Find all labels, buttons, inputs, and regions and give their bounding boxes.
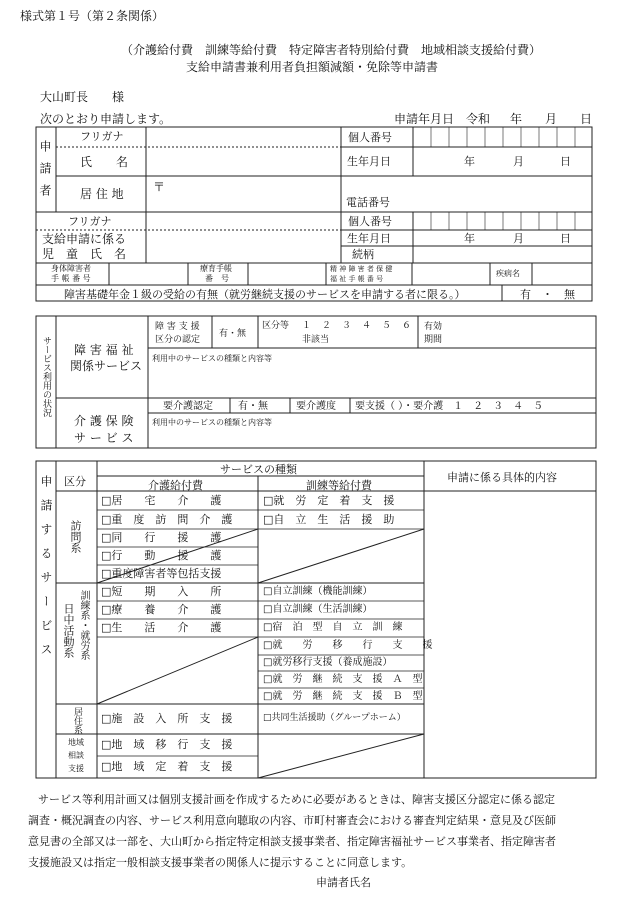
child-label-line1: 支給申請に係る (42, 232, 127, 246)
day-training-item[interactable]: □自立訓練（生活訓練） (263, 604, 373, 615)
child-birth-label: 生年月日 (347, 232, 391, 245)
care-benefit-header: 介護給付費 (148, 479, 203, 492)
welfare-in-use-label: 利用中のサービスの種類と内容等 (152, 354, 272, 363)
residence-training-item[interactable]: □共同生活援助（グループホーム） (263, 713, 406, 723)
day-training-item[interactable]: □就 労 移 行 支 援 (263, 640, 433, 651)
community-label3: 支援 (68, 764, 84, 773)
applicant-birth-month: 月 (513, 155, 524, 168)
visit-care-item[interactable]: □同 行 援 護 (101, 531, 222, 544)
consent-line2: 調査・概況調査の内容、サービス利用意向聴取の内容、市町村審査会における審査判定結果・意見及び医師 (28, 814, 556, 827)
detail-input-area[interactable] (425, 492, 595, 777)
valid-label1: 有効 (424, 322, 443, 332)
applicant-birth-year: 年 (464, 155, 475, 168)
community-label1: 地域 (68, 738, 84, 747)
visit-care-item[interactable]: □重 度 訪 問 介 護 (101, 513, 233, 526)
visit-training-item[interactable]: □就 労 定 着 支 援 (263, 494, 395, 507)
day-training-item[interactable]: □宿 泊 型 自 立 訓 練 (263, 622, 403, 633)
request-text: 次のとおり申請します。 (40, 112, 172, 126)
day-training-item[interactable]: □就労移行支援（養成施設） (263, 657, 393, 668)
care-insurance-label2: サ ー ビ ス (74, 431, 134, 445)
residence-category-label: 居住系 (72, 707, 82, 734)
day-care-item[interactable]: □生 活 介 護 (101, 621, 222, 634)
applicant-section-label: 申請者 (38, 140, 52, 206)
date-label: 申請年月日 令和 (394, 112, 491, 126)
consent-line3: 意見書の全部又は一部を、大山町から指定特定相談支援事業者、指定障害福祉サービス事業者、指定障害者 (28, 835, 556, 848)
applicant-my-number-label: 個人番号 (348, 131, 392, 144)
services-section-label: 申請するサービス (39, 475, 53, 667)
welfare-label1: 障 害 福 祉 (74, 343, 134, 357)
pension-separator: ・ (542, 288, 553, 301)
visit-category-label: 訪問系 (69, 520, 82, 553)
applicant-address-label: 居 住 地 (80, 187, 124, 201)
valid-label2: 期間 (424, 335, 443, 345)
child-furigana-label: フリガナ (68, 215, 112, 228)
rehab-cert-label1: 療育手帳 (200, 264, 232, 273)
service-type-header: サービスの種類 (220, 463, 297, 476)
day-care-item[interactable]: □療 養 介 護 (101, 603, 222, 616)
community-label2: 相談 (68, 751, 84, 760)
form-title-line1: （介護給付費 訓練等給付費 特定障害者特別給付費 地域相談支援給付費） (121, 43, 542, 57)
form-title-line2: 支給申請書兼利用者負担額減額・免除等申請書 (186, 60, 439, 74)
usage-section-label: サービス利用の状況 (41, 336, 51, 417)
mental-cert-label2: 福 祉 手 帳 番 号 (330, 275, 384, 283)
disease-label: 疾病名 (496, 269, 520, 278)
community-item[interactable]: □地 域 定 着 支 援 (101, 760, 233, 773)
care-cert-yes-no[interactable]: 有・無 (238, 401, 268, 412)
pension-no[interactable]: 無 (564, 288, 575, 301)
visit-training-item[interactable]: □自 立 生 活 援 助 (263, 513, 395, 526)
visit-care-item[interactable]: □重度障害者等包括支援 (101, 567, 222, 580)
visit-care-item[interactable]: □居 宅 介 護 (101, 494, 222, 507)
care-cert-label: 要介護認定 (163, 401, 213, 412)
community-item[interactable]: □地 域 移 行 支 援 (101, 738, 233, 751)
date-day: 日 (580, 112, 593, 126)
care-support-levels[interactable]: 要支援（ ）・要介護 １ ２ ３ ４ ５ (355, 401, 544, 412)
child-my-number-label: 個人番号 (348, 215, 392, 228)
applicant-birth-day: 日 (560, 155, 571, 168)
welfare-label2: 関係サービス (70, 359, 143, 373)
child-birth-day: 日 (560, 232, 571, 245)
day-care-item[interactable]: □短 期 入 所 (101, 585, 222, 598)
care-insurance-label1: 介 護 保 険 (74, 414, 134, 428)
training-benefit-header: 訓練等給付費 (306, 479, 372, 492)
not-applicable[interactable]: 非該当 (302, 335, 330, 345)
care-degree-label: 要介護度 (296, 401, 336, 412)
signature-label: 申請者氏名 (316, 876, 371, 889)
disability-cert-label2: 区分の認定 (155, 335, 201, 345)
consent-line1: サービス等利用計画又は個別支援計画を作成するために必要があるときは、障害支援区分認定に係る認定 (38, 793, 555, 806)
day-category-label: 日中活動系 (62, 603, 75, 658)
day-training-item[interactable]: □自立訓練（機能訓練） (263, 586, 373, 597)
applicant-furigana-label: フリガナ (80, 130, 124, 143)
detail-header: 申請に係る具体的内容 (447, 471, 557, 484)
applicant-name-input[interactable] (147, 148, 340, 175)
postal-mark: 〒 (153, 180, 166, 194)
phone-label: 電話番号 (346, 196, 390, 209)
physical-cert-label1: 身体障害者 (51, 264, 91, 273)
date-year: 年 (510, 112, 523, 126)
physical-cert-label2: 手 帳 番 号 (51, 274, 91, 283)
care-in-use-label: 利用中のサービスの種類と内容等 (152, 418, 272, 427)
category-header: 区分 (64, 475, 86, 488)
date-month: 月 (545, 112, 558, 126)
disability-cert-label1: 障 害 支 援 (155, 322, 200, 332)
level-options[interactable]: １ ２ ３ ４ ５ ６ (302, 321, 413, 331)
visit-care-item[interactable]: □行 動 援 護 (101, 549, 222, 562)
day-training-item[interactable]: □就 労 継 続 支 援 Ａ 型 (263, 674, 423, 685)
level-label: 区分等 (262, 321, 290, 331)
pension-yes[interactable]: 有 (520, 288, 531, 301)
pension-question: 障害基礎年金１級の受給の有無（就労継続支援のサービスを申請する者に限る。） (64, 288, 466, 301)
residence-care-item[interactable]: □施 設 入 所 支 援 (101, 712, 233, 725)
disability-cert-yes-no[interactable]: 有・無 (219, 329, 247, 339)
applicant-address-input[interactable] (165, 177, 340, 211)
honorific: 様 (112, 90, 125, 104)
applicant-name-label: 氏 名 (80, 155, 129, 169)
child-label-line2: 児 童 氏 名 (42, 247, 127, 261)
child-birth-year: 年 (464, 232, 475, 245)
child-relation-label: 続柄 (352, 248, 374, 261)
consent-line4: 支援施設又は指定一般相談支援事業者の関係人に提示することに同意します。 (28, 856, 413, 869)
day-category-sublabel: 訓練系・就労系 (78, 590, 89, 660)
applicant-birth-label: 生年月日 (347, 155, 391, 168)
day-training-item[interactable]: □就 労 継 続 支 援 Ｂ 型 (263, 691, 423, 702)
mental-cert-label1: 精 神 障 害 者 保 健 (330, 265, 393, 273)
form-number: 様式第１号（第２条関係） (20, 9, 165, 23)
child-birth-month: 月 (513, 232, 524, 245)
rehab-cert-label2: 番 号 (205, 274, 229, 283)
addressee: 大山町長 (40, 90, 89, 104)
